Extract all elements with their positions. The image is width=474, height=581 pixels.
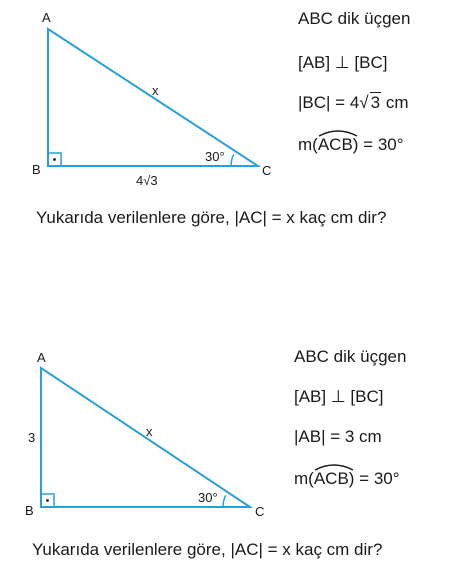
arc-symbol-icon: [318, 129, 358, 137]
vertex-label-c: C: [262, 163, 272, 178]
vertex-label-a: A: [37, 350, 46, 365]
angle-label: 30°: [198, 490, 218, 505]
right-angle-dot-1: [53, 158, 56, 161]
given-right-triangle: ABC dik üçgen: [298, 9, 411, 28]
given-perpendicular: [AB] ⊥ [BC]: [298, 53, 388, 72]
given-perpendicular: [AB] ⊥ [BC]: [294, 387, 384, 406]
vertex-label-c: C: [255, 504, 265, 519]
given-bc-suffix: cm: [381, 93, 409, 112]
arc-angle-name: ACB: [313, 469, 349, 488]
hypotenuse-label: x: [146, 424, 153, 439]
triangle-figure-1: [0, 0, 300, 200]
arc-symbol-icon: [314, 463, 354, 471]
angle-arc-c-1: [231, 154, 234, 166]
given-angle-suffix: ) = 30°: [348, 469, 400, 488]
hypotenuse-label: x: [152, 83, 159, 98]
angle-arc-c-2: [223, 495, 226, 507]
given-angle-prefix: m(: [298, 135, 318, 154]
side-length-label: 3: [28, 430, 36, 445]
problem-1: [0, 0, 474, 290]
arc-notation: [314, 470, 349, 487]
base-length-label: 4√3: [136, 173, 158, 188]
vertex-label-a: A: [42, 10, 51, 25]
vertex-label-b: B: [32, 162, 41, 177]
angle-label: 30°: [205, 149, 225, 164]
given-angle: [294, 470, 400, 487]
given-ab-length: |AB| = 3 cm: [294, 427, 382, 446]
given-bc-prefix: |BC| = 4: [298, 93, 360, 112]
vertex-label-b: B: [25, 503, 34, 518]
arc-angle-name: ACB: [317, 135, 353, 154]
problem-2: [0, 290, 474, 581]
given-angle-suffix: ) = 30°: [352, 135, 404, 154]
sqrt-symbol: √ 3: [359, 93, 381, 112]
question-2: Yukarıda verilenlere göre, |AC| = x kaç cm dir?: [32, 540, 383, 559]
given-angle-prefix: m(: [294, 469, 314, 488]
given-bc-length: [298, 94, 408, 111]
sqrt-radicand: 3: [370, 93, 381, 112]
right-angle-dot-2: [46, 499, 49, 502]
given-right-triangle: ABC dik üçgen: [294, 347, 407, 366]
question-1: Yukarıda verilenlere göre, |AC| = x kaç cm dir?: [36, 208, 387, 227]
triangle-figure-2: [0, 290, 300, 520]
given-angle: [298, 136, 404, 153]
arc-notation: [318, 136, 353, 153]
